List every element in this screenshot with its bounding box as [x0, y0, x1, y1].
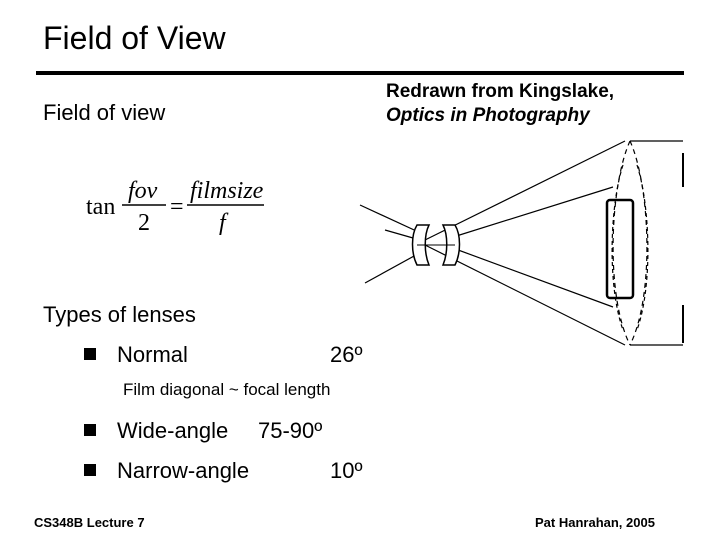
- formula-equals: =: [170, 194, 184, 220]
- bullet-narrow-angle: [84, 464, 96, 476]
- footer-author: Pat Hanrahan, 2005: [535, 515, 655, 530]
- formula-two: 2: [138, 210, 150, 236]
- lens-diagram: [355, 135, 700, 355]
- bullet-normal: [84, 348, 96, 360]
- credit-line-2: Optics in Photography: [386, 105, 590, 126]
- formula-filmsize: filmsize: [190, 178, 264, 204]
- formula-fov: fov: [128, 178, 158, 204]
- outer-ellipse-left: [613, 141, 630, 345]
- fov-heading: Field of view: [43, 100, 166, 125]
- lens-types-heading: Types of lenses: [43, 302, 196, 327]
- credit-line-1: Redrawn from Kingslake,: [386, 81, 615, 102]
- narrow-angle-value: 10º: [330, 458, 363, 483]
- narrow-angle-label: Narrow-angle: [117, 458, 250, 483]
- bullet-wide-angle: [84, 424, 96, 436]
- normal-value: 26º: [330, 342, 363, 367]
- normal-note: Film diagonal ~ focal length: [123, 380, 331, 399]
- wide-angle-label: Wide-angle: [117, 418, 229, 443]
- formula-tan: tan: [86, 194, 116, 220]
- footer-lecture: CS348B Lecture 7: [34, 515, 145, 530]
- wide-angle-value: 75-90º: [258, 418, 323, 443]
- slide-title: Field of View: [43, 20, 226, 56]
- fov-formula: [82, 176, 272, 246]
- ray-mid-top: [450, 187, 613, 238]
- normal-label: Normal: [117, 342, 188, 367]
- lens-group-icon: [413, 225, 460, 265]
- credit-text: [386, 80, 614, 128]
- title-rule: [36, 71, 684, 75]
- film-plane: [607, 200, 633, 298]
- formula-f: f: [219, 210, 226, 236]
